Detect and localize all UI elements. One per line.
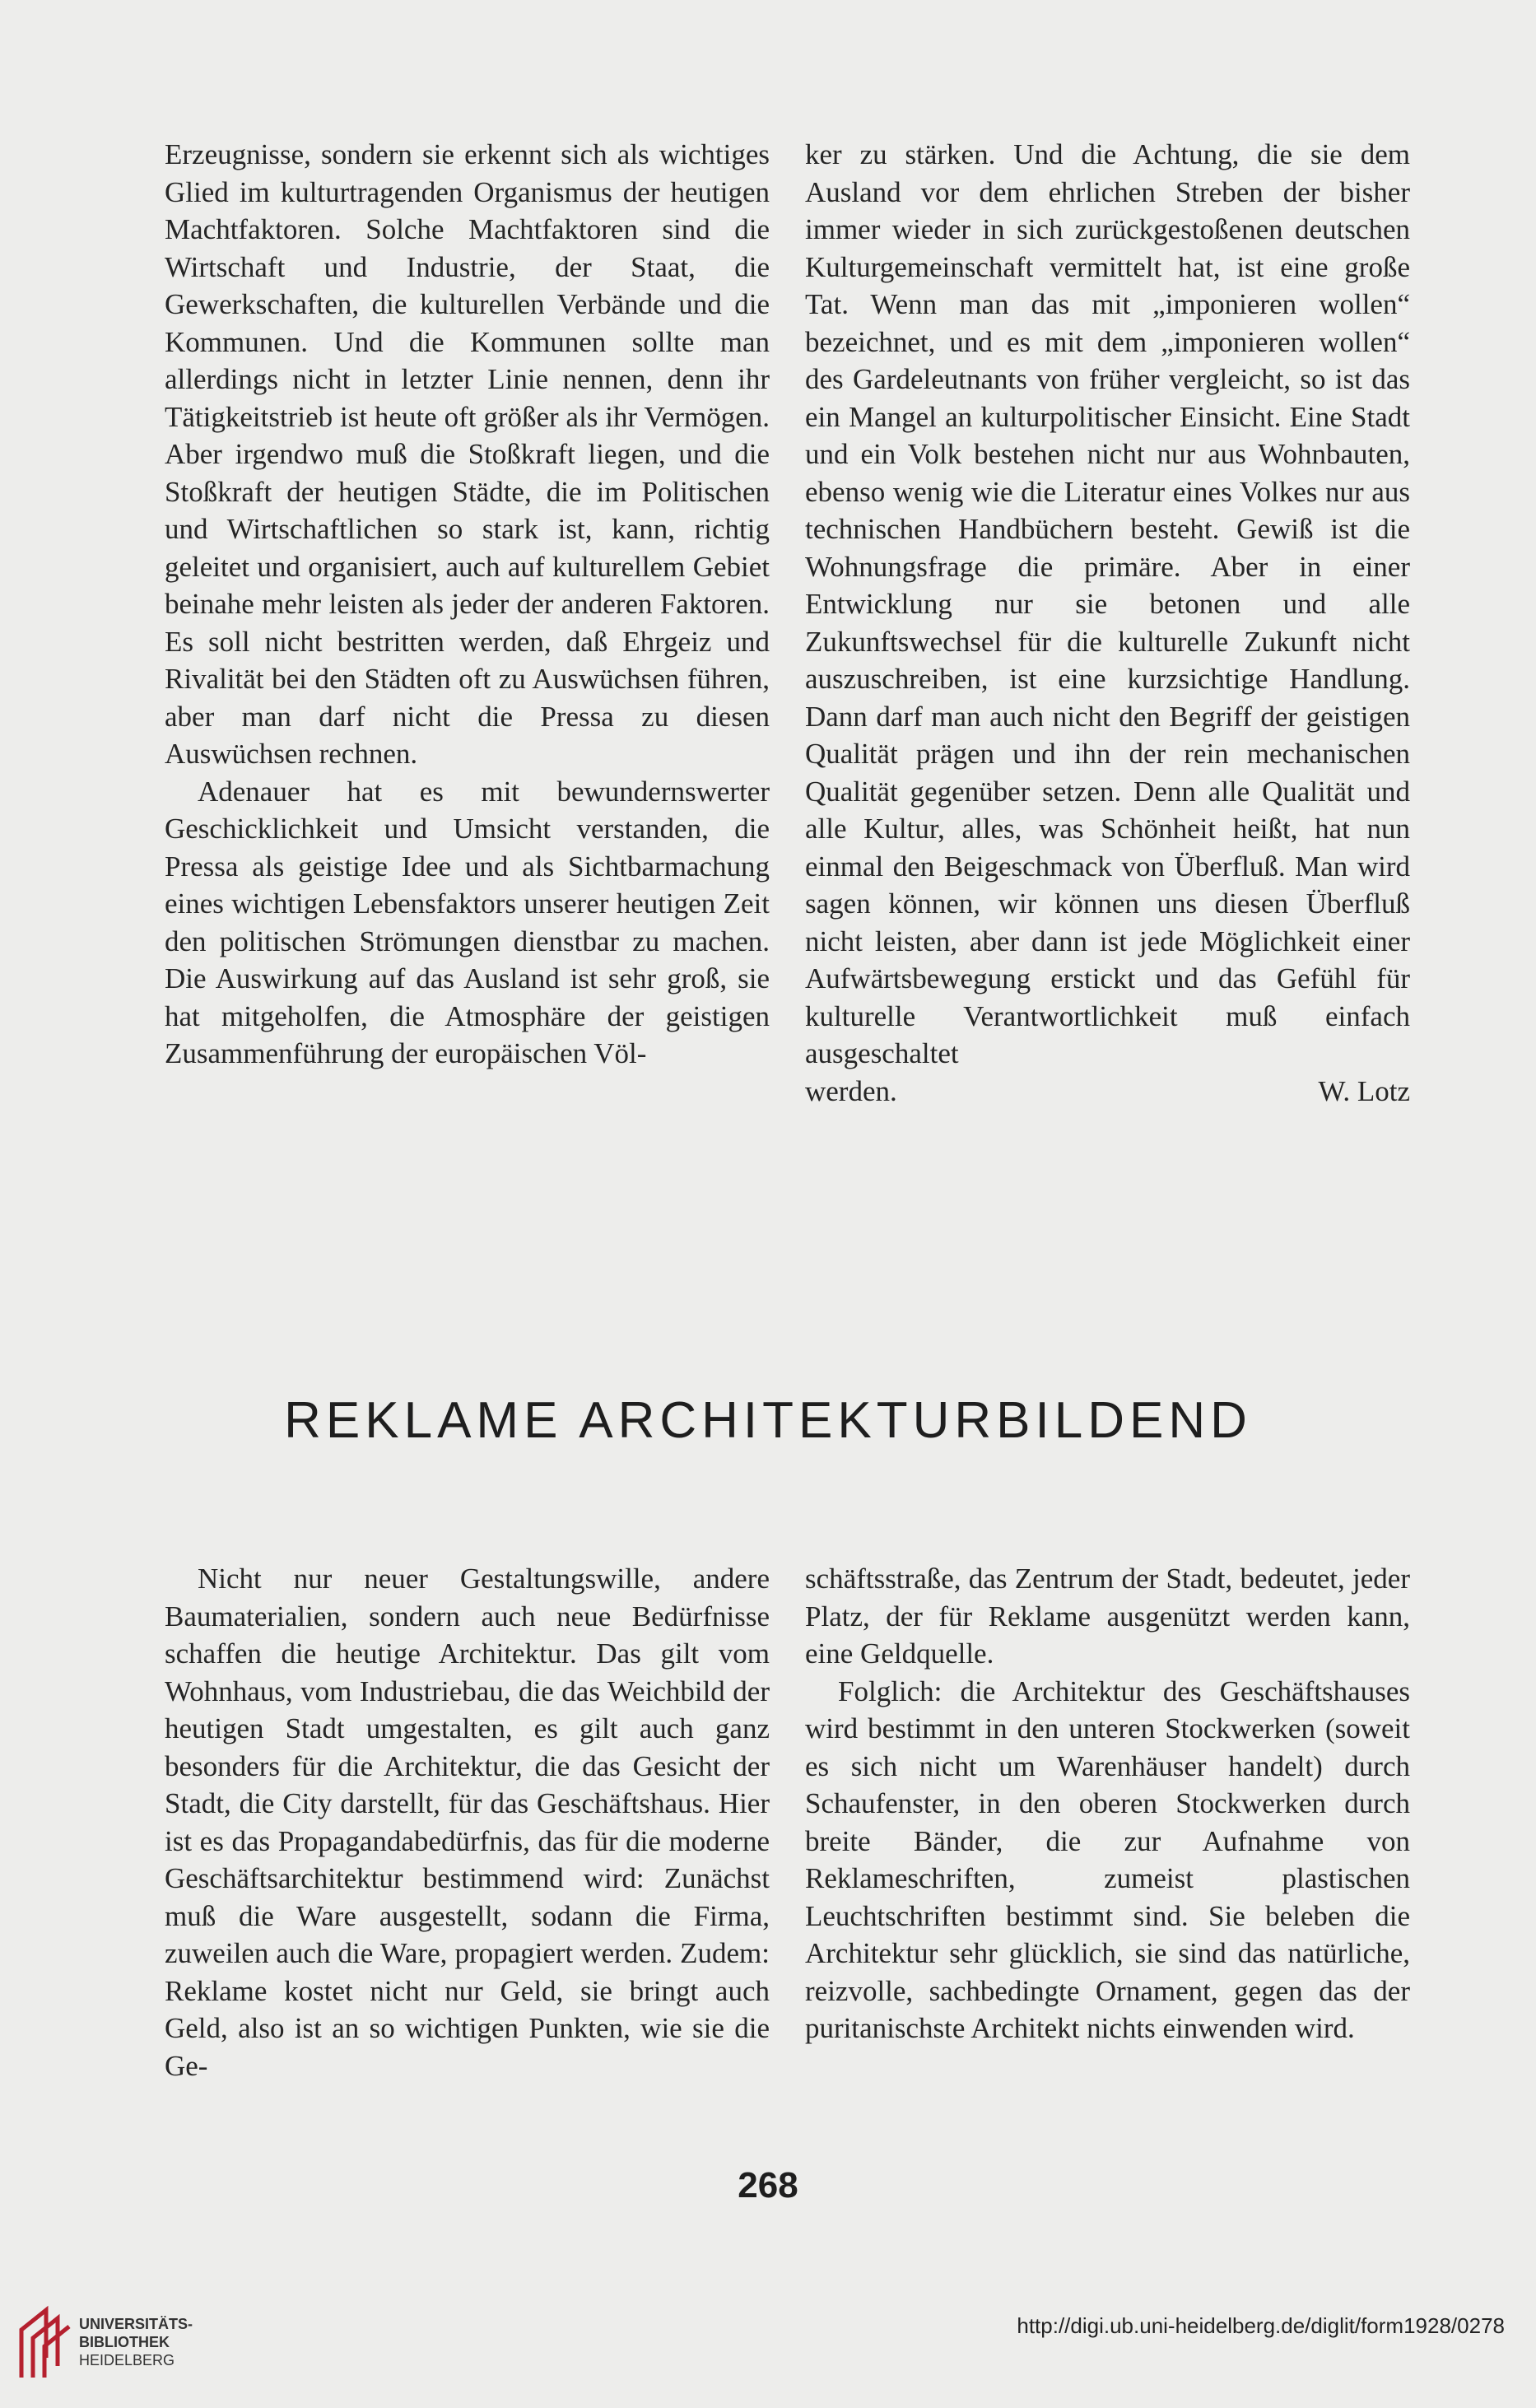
library-name bbox=[79, 2315, 193, 2369]
paragraph: Nicht nur neuer Gestaltungswille, andere Baumaterialien, sondern auch neue Bedürfnisse schaffen die heutige Architektur. Das gilt vom Wohnhaus, vom Industriebau, die das Weichbild der heutigen Stadt umgestalten, es gilt auch ganz besonders für die Architektur, die das Gesicht der Stadt, die City darstellt, für das Geschäftshaus. Hier ist es das Propagandabedürfnis, das für die moderne Geschäftsarchitektur bestimmend wird: Zunächst muß die Ware ausgestellt, sodann die Firma, zuweilen auch die Ware, propagiert werden. Zudem: Reklame kostet nicht nur Geld, sie bringt auch Geld, also ist an so wichtigen Punkten, wie sie die Ge- bbox=[165, 1563, 770, 2082]
paragraph: Folglich: die Architektur des Geschäftshauses wird bestimmt in den unteren Stockwerken (soweit es sich nicht um Warenhäuser handelt) durch Schaufenster, in den oberen Stockwerken durch breite Bänder, die zur Aufnahme von Reklameschriften, zumeist plastischen Leuchtschriften bestimmt sind. Sie beleben die Architektur sehr glücklich, sie sind das natürliche, reizvolle, sachbedingte Ornament, gegen das der puritanischste Architekt nichts einwenden wird. bbox=[805, 1674, 1410, 2044]
source-url-link[interactable]: http://digi.ub.uni-heidelberg.de/diglit/form1928/0278 bbox=[1017, 2313, 1505, 2338]
library-logo[interactable] bbox=[15, 2305, 193, 2379]
library-seal-icon bbox=[15, 2305, 72, 2379]
library-name-line: BIBLIOTHEK bbox=[79, 2334, 170, 2350]
library-name-line: UNIVERSITÄTS- bbox=[79, 2316, 193, 2332]
page-number: 268 bbox=[738, 2165, 798, 2205]
library-name-line: HEIDELBERG bbox=[79, 2352, 175, 2368]
paragraph: ker zu stärken. Und die Achtung, die sie dem Ausland vor dem ehrlichen Streben der bisher immer wieder in sich zurückgestoßenen deutschen Kulturgemeinschaft vermittelt hat, ist eine große Tat. Wenn man das mit „imponieren wollen“ bezeichnet, und es mit dem „imponieren wollen“ des Gardeleutnants von früher vergleicht, so ist das ein Mangel an kulturpolitischer Einsicht. Eine Stadt und ein Volk bestehen nicht nur aus Wohnbauten, ebenso wenig wie die Literatur eines Volkes nur aus technischen Handbüchern besteht. Gewiß ist die Wohnungsfrage die primäre. Aber in einer Entwicklung nur sie betonen und alle Zukunftswechsel für die kulturelle Zukunft nicht auszuschreiben, ist eine kurzsichtige Handlung. Dann darf man auch nicht den Begriff der geistigen Qualität prägen und ihn der rein mechanischen Qualität gegenüber setzen. Denn alle Qualität und alle Kultur, alles, was Schönheit heißt, hat nun einmal den Beigeschmack von Überfluß. Man wird sagen können, wir können uns diesen Überfluß nicht leisten, aber dann ist jede Möglichkeit einer Aufwärtsbewegung erstickt und das Gefühl für kulturelle Verantwortlichkeit muß einfach ausgeschaltet bbox=[805, 138, 1410, 1069]
paragraph: Erzeugnisse, sondern sie erkennt sich als wichtiges Glied im kulturtragenden Organismus der heutigen Machtfaktoren. Solche Machtfaktoren sind die Wirtschaft und Industrie, der Staat, die Gewerkschaften, die kulturellen Verbände und die Kommunen. Und die Kommunen sollte man allerdings nicht in letzter Linie nennen, denn ihr Tätigkeitstrieb ist heute oft größer als ihr Vermögen. Aber irgendwo muß die Stoßkraft liegen, und die Stoßkraft der heutigen Städte, die im Politischen und Wirtschaftlichen so stark ist, kann, richtig geleitet und organisiert, auch auf kulturellem Gebiet beinahe mehr leisten als jeder der anderen Faktoren. Es soll nicht bestritten werden, daß Ehrgeiz und Rivalität bei den Städten oft zu Auswüchsen führen, aber man darf nicht die Pressa zu diesen Auswüchsen rechnen. bbox=[165, 138, 770, 770]
article-column-top-right bbox=[805, 136, 1410, 1110]
author-signature: W. Lotz bbox=[1318, 1074, 1410, 1107]
paragraph: schäftsstraße, das Zentrum der Stadt, bedeutet, jeder Platz, der für Reklame ausgenützt werden kann, eine Geldquelle. bbox=[805, 1563, 1410, 1670]
article-column-top-left bbox=[165, 136, 770, 1073]
article-heading: REKLAME ARCHITEKTURBILDEND bbox=[284, 1392, 1252, 1449]
paragraph: Adenauer hat es mit bewundernswerter Geschicklichkeit und Umsicht verstanden, die Pressa als geistige Idee und als Sichtbarmachung eines wichtigen Lebensfaktors unserer heutigen Zeit den politischen Strömungen dienstbar zu machen. Die Auswirkung auf das Ausland ist sehr groß, sie hat mitgeholfen, die Atmosphäre der geistigen Zusammenführung der europäischen Völ- bbox=[165, 775, 770, 1069]
article-column-bottom-right bbox=[805, 1560, 1410, 2047]
closing-word: werden. bbox=[805, 1074, 897, 1107]
signature-line bbox=[805, 1073, 1410, 1111]
article-column-bottom-left bbox=[165, 1560, 770, 2084]
